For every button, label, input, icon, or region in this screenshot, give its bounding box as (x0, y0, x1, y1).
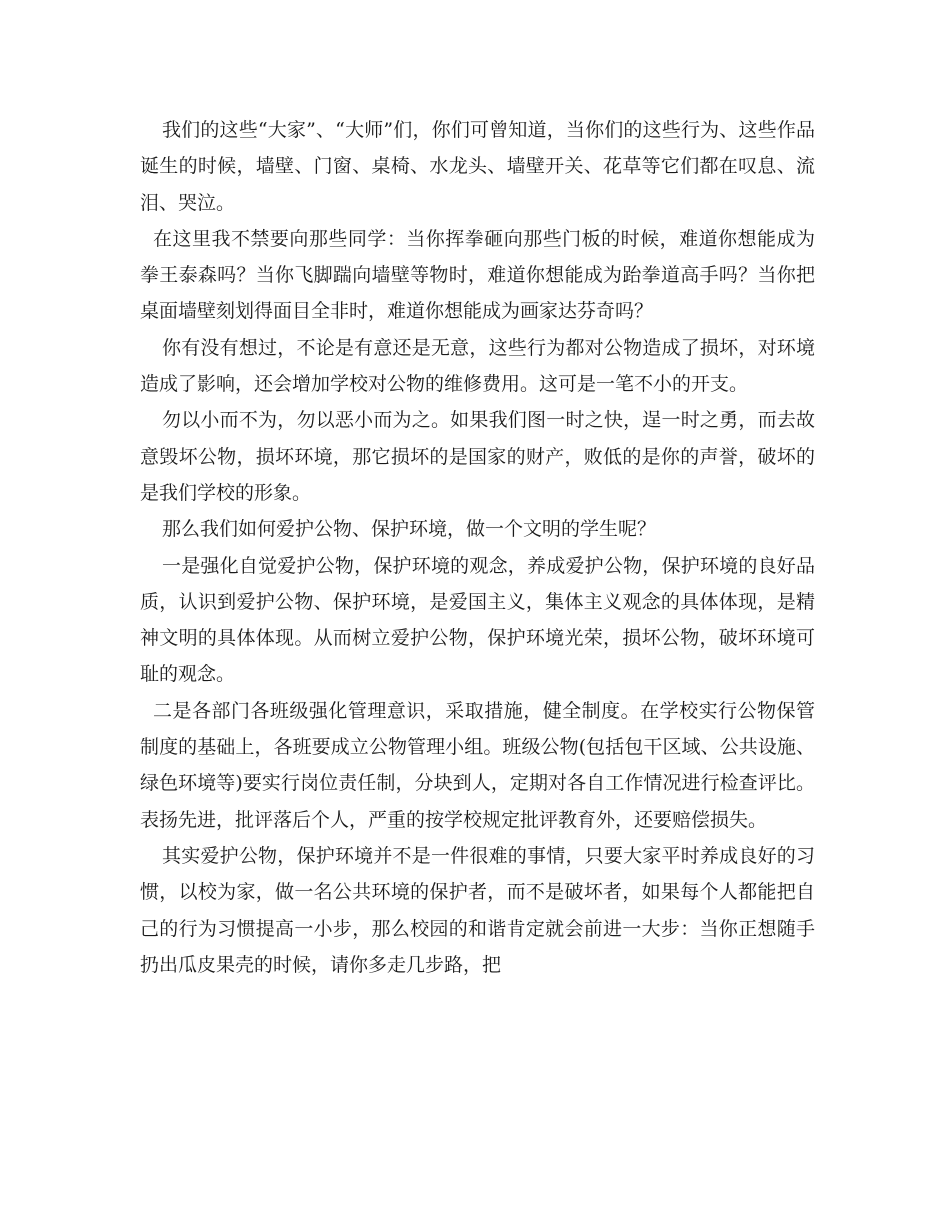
paragraph-7: 二是各部门各班级强化管理意识，采取措施，健全制度。在学校实行公物保管制度的基础上，各班要成立公物管理小组。班级公物(包括包干区域、公共设施、绿色环境等)要实行岗位责任制，分块到人，定期对各自工作情况进行检查评比。表扬先进，批评落后个人，严重的按学校规定批评教育外，还要赔偿损失。 (140, 699, 815, 831)
paragraph-5: 那么我们如何爱护公物、保护环境，做一个文明的学生呢？ (162, 518, 657, 541)
paragraph-2: 在这里我不禁要向那些同学：当你挥拳砸向那些门板的时候，难道你想能成为拳王泰森吗？当你飞脚踹向墙壁等物时，难道你想能成为跆拳道高手吗？当你把桌面墙壁刻划得面目全非时，难道你想能成为画家达芬奇吗？ (140, 227, 815, 323)
document-body (140, 112, 815, 983)
paragraph-8: 其实爱护公物，保护环境并不是一件很难的事情，只要大家平时养成良好的习惯，以校为家，做一名公共环境的保护者，而不是破坏者，如果每个人都能把自己的行为习惯提高一小步，那么校园的和谐肯定就会前进一大步：当你正想随手扔出瓜皮果壳的时候，请你多走几步路，把 (140, 844, 815, 976)
paragraph-6: 一是强化自觉爱护公物，保护环境的观念，养成爱护公物，保护环境的良好品质，认识到爱护公物、保护环境，是爱国主义，集体主义观念的具体体现，是精神文明的具体体现。从而树立爱护公物，保护环境光荣，损坏公物，破坏环境可耻的观念。 (140, 554, 815, 686)
paragraph-4: 勿以小而不为，勿以恶小而为之。如果我们图一时之快，逞一时之勇，而去故意毁坏公物，损坏环境，那它损坏的是国家的财产，败低的是你的声誉，破坏的是我们学校的形象。 (140, 409, 815, 504)
paragraph-1: 我们的这些“大家”、“大师”们，你们可曾知道，当你们的这些行为、这些作品诞生的时候，墙壁、门窗、桌椅、水龙头、墙壁开关、花草等它们都在叹息、流泪、哭泣。 (140, 119, 815, 214)
paragraph-3: 你有没有想过，不论是有意还是无意，这些行为都对公物造成了损坏，对环境造成了影响，还会增加学校对公物的维修费用。这可是一笔不小的开支。 (140, 336, 815, 396)
